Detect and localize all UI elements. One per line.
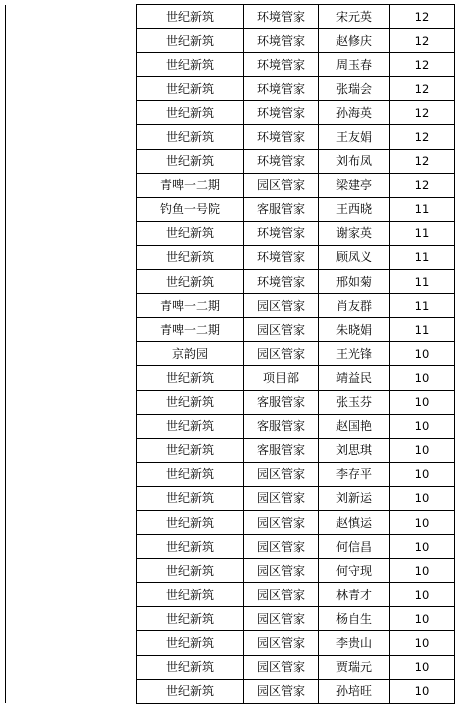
- project-cell: 世纪新筑: [137, 559, 244, 583]
- role-cell: 环境管家: [244, 221, 319, 245]
- score-cell: 10: [390, 510, 455, 534]
- table-row: [6, 5, 455, 29]
- score-cell: 12: [390, 173, 455, 197]
- roster-table: [5, 4, 455, 704]
- project-cell: 世纪新筑: [137, 77, 244, 101]
- name-cell: 李贵山: [319, 631, 390, 655]
- project-cell: 世纪新筑: [137, 631, 244, 655]
- table-row: [6, 510, 455, 534]
- project-cell: 世纪新筑: [137, 221, 244, 245]
- project-cell: 世纪新筑: [137, 149, 244, 173]
- table-row: [6, 294, 455, 318]
- role-cell: 园区管家: [244, 510, 319, 534]
- score-cell: 11: [390, 197, 455, 221]
- role-cell: 环境管家: [244, 29, 319, 53]
- score-cell: 10: [390, 583, 455, 607]
- name-cell: 王友娟: [319, 125, 390, 149]
- name-cell: 宋元英: [319, 5, 390, 29]
- score-cell: 11: [390, 270, 455, 294]
- table-row: [6, 486, 455, 510]
- role-cell: 园区管家: [244, 655, 319, 679]
- blank-column-cell: [6, 462, 137, 486]
- role-cell: 园区管家: [244, 631, 319, 655]
- blank-column-cell: [6, 5, 137, 29]
- role-cell: 环境管家: [244, 77, 319, 101]
- role-cell: 项目部: [244, 366, 319, 390]
- name-cell: 王西晓: [319, 197, 390, 221]
- blank-column-cell: [6, 679, 137, 703]
- project-cell: 京韵园: [137, 342, 244, 366]
- name-cell: 赵慎运: [319, 510, 390, 534]
- roster-table-body: [6, 5, 455, 704]
- project-cell: 世纪新筑: [137, 414, 244, 438]
- role-cell: 环境管家: [244, 149, 319, 173]
- table-row: [6, 583, 455, 607]
- table-row: [6, 53, 455, 77]
- table-row: [6, 101, 455, 125]
- project-cell: 世纪新筑: [137, 390, 244, 414]
- name-cell: 赵修庆: [319, 29, 390, 53]
- role-cell: 环境管家: [244, 101, 319, 125]
- score-cell: 11: [390, 318, 455, 342]
- blank-column-cell: [6, 607, 137, 631]
- name-cell: 王光锋: [319, 342, 390, 366]
- blank-column-cell: [6, 438, 137, 462]
- score-cell: 10: [390, 390, 455, 414]
- table-row: [6, 77, 455, 101]
- name-cell: 孙培旺: [319, 679, 390, 703]
- role-cell: 园区管家: [244, 173, 319, 197]
- score-cell: 10: [390, 607, 455, 631]
- project-cell: 世纪新筑: [137, 5, 244, 29]
- project-cell: 世纪新筑: [137, 486, 244, 510]
- blank-column-cell: [6, 245, 137, 269]
- blank-column-cell: [6, 342, 137, 366]
- score-cell: 12: [390, 29, 455, 53]
- project-cell: 世纪新筑: [137, 270, 244, 294]
- name-cell: 顾凤义: [319, 245, 390, 269]
- project-cell: 世纪新筑: [137, 535, 244, 559]
- score-cell: 11: [390, 245, 455, 269]
- role-cell: 园区管家: [244, 535, 319, 559]
- name-cell: 贾瑞元: [319, 655, 390, 679]
- score-cell: 10: [390, 559, 455, 583]
- table-row: [6, 245, 455, 269]
- name-cell: 杨自生: [319, 607, 390, 631]
- blank-column-cell: [6, 53, 137, 77]
- table-row: [6, 535, 455, 559]
- table-row: [6, 366, 455, 390]
- blank-column-cell: [6, 294, 137, 318]
- table-row: [6, 438, 455, 462]
- role-cell: 客服管家: [244, 390, 319, 414]
- score-cell: 10: [390, 342, 455, 366]
- table-row: [6, 221, 455, 245]
- score-cell: 10: [390, 535, 455, 559]
- score-cell: 10: [390, 462, 455, 486]
- name-cell: 张玉芬: [319, 390, 390, 414]
- project-cell: 世纪新筑: [137, 462, 244, 486]
- name-cell: 张瑞会: [319, 77, 390, 101]
- name-cell: 肖友群: [319, 294, 390, 318]
- score-cell: 12: [390, 149, 455, 173]
- name-cell: 谢家英: [319, 221, 390, 245]
- project-cell: 世纪新筑: [137, 510, 244, 534]
- blank-column-cell: [6, 414, 137, 438]
- name-cell: 刘布凤: [319, 149, 390, 173]
- score-cell: 10: [390, 486, 455, 510]
- table-row: [6, 125, 455, 149]
- name-cell: 刘新运: [319, 486, 390, 510]
- table-row: [6, 462, 455, 486]
- table-row: [6, 679, 455, 703]
- project-cell: 世纪新筑: [137, 53, 244, 77]
- role-cell: 园区管家: [244, 462, 319, 486]
- blank-column-cell: [6, 583, 137, 607]
- project-cell: 青啤一二期: [137, 173, 244, 197]
- role-cell: 环境管家: [244, 245, 319, 269]
- project-cell: 钓鱼一号院: [137, 197, 244, 221]
- score-cell: 10: [390, 414, 455, 438]
- table-row: [6, 342, 455, 366]
- blank-column-cell: [6, 125, 137, 149]
- score-cell: 10: [390, 655, 455, 679]
- name-cell: 刘思琪: [319, 438, 390, 462]
- table-row: [6, 270, 455, 294]
- name-cell: 朱晓娟: [319, 318, 390, 342]
- blank-column-cell: [6, 221, 137, 245]
- role-cell: 客服管家: [244, 438, 319, 462]
- table-row: [6, 29, 455, 53]
- score-cell: 11: [390, 294, 455, 318]
- blank-column-cell: [6, 149, 137, 173]
- table-row: [6, 173, 455, 197]
- blank-column-cell: [6, 655, 137, 679]
- name-cell: 周玉春: [319, 53, 390, 77]
- project-cell: 世纪新筑: [137, 607, 244, 631]
- table-row: [6, 607, 455, 631]
- score-cell: 12: [390, 77, 455, 101]
- role-cell: 园区管家: [244, 679, 319, 703]
- blank-column-cell: [6, 173, 137, 197]
- role-cell: 园区管家: [244, 559, 319, 583]
- project-cell: 青啤一二期: [137, 318, 244, 342]
- name-cell: 靖益民: [319, 366, 390, 390]
- blank-column-cell: [6, 390, 137, 414]
- role-cell: 园区管家: [244, 607, 319, 631]
- name-cell: 孙海英: [319, 101, 390, 125]
- score-cell: 12: [390, 5, 455, 29]
- blank-column-cell: [6, 101, 137, 125]
- table-row: [6, 390, 455, 414]
- blank-column-cell: [6, 631, 137, 655]
- table-row: [6, 318, 455, 342]
- role-cell: 园区管家: [244, 342, 319, 366]
- blank-column-cell: [6, 366, 137, 390]
- role-cell: 园区管家: [244, 486, 319, 510]
- project-cell: 世纪新筑: [137, 438, 244, 462]
- blank-column-cell: [6, 318, 137, 342]
- score-cell: 12: [390, 53, 455, 77]
- table-row: [6, 197, 455, 221]
- blank-column-cell: [6, 29, 137, 53]
- score-cell: 10: [390, 679, 455, 703]
- score-cell: 10: [390, 631, 455, 655]
- role-cell: 客服管家: [244, 197, 319, 221]
- name-cell: 何信昌: [319, 535, 390, 559]
- table-row: [6, 559, 455, 583]
- score-cell: 10: [390, 438, 455, 462]
- score-cell: 12: [390, 125, 455, 149]
- role-cell: 园区管家: [244, 294, 319, 318]
- role-cell: 环境管家: [244, 125, 319, 149]
- score-cell: 10: [390, 366, 455, 390]
- blank-column-cell: [6, 77, 137, 101]
- blank-column-cell: [6, 197, 137, 221]
- project-cell: 世纪新筑: [137, 101, 244, 125]
- name-cell: 李存平: [319, 462, 390, 486]
- project-cell: 世纪新筑: [137, 366, 244, 390]
- name-cell: 赵国艳: [319, 414, 390, 438]
- project-cell: 世纪新筑: [137, 655, 244, 679]
- name-cell: 林青才: [319, 583, 390, 607]
- blank-column-cell: [6, 270, 137, 294]
- role-cell: 客服管家: [244, 414, 319, 438]
- role-cell: 环境管家: [244, 270, 319, 294]
- blank-column-cell: [6, 486, 137, 510]
- name-cell: 梁建亭: [319, 173, 390, 197]
- table-row: [6, 149, 455, 173]
- blank-column-cell: [6, 559, 137, 583]
- project-cell: 世纪新筑: [137, 125, 244, 149]
- blank-column-cell: [6, 535, 137, 559]
- project-cell: 世纪新筑: [137, 29, 244, 53]
- table-row: [6, 631, 455, 655]
- name-cell: 何守现: [319, 559, 390, 583]
- table-row: [6, 414, 455, 438]
- role-cell: 环境管家: [244, 53, 319, 77]
- project-cell: 世纪新筑: [137, 679, 244, 703]
- name-cell: 邢如菊: [319, 270, 390, 294]
- blank-column-cell: [6, 510, 137, 534]
- project-cell: 青啤一二期: [137, 294, 244, 318]
- project-cell: 世纪新筑: [137, 583, 244, 607]
- project-cell: 世纪新筑: [137, 245, 244, 269]
- score-cell: 12: [390, 101, 455, 125]
- role-cell: 园区管家: [244, 318, 319, 342]
- score-cell: 11: [390, 221, 455, 245]
- table-row: [6, 655, 455, 679]
- role-cell: 环境管家: [244, 5, 319, 29]
- role-cell: 园区管家: [244, 583, 319, 607]
